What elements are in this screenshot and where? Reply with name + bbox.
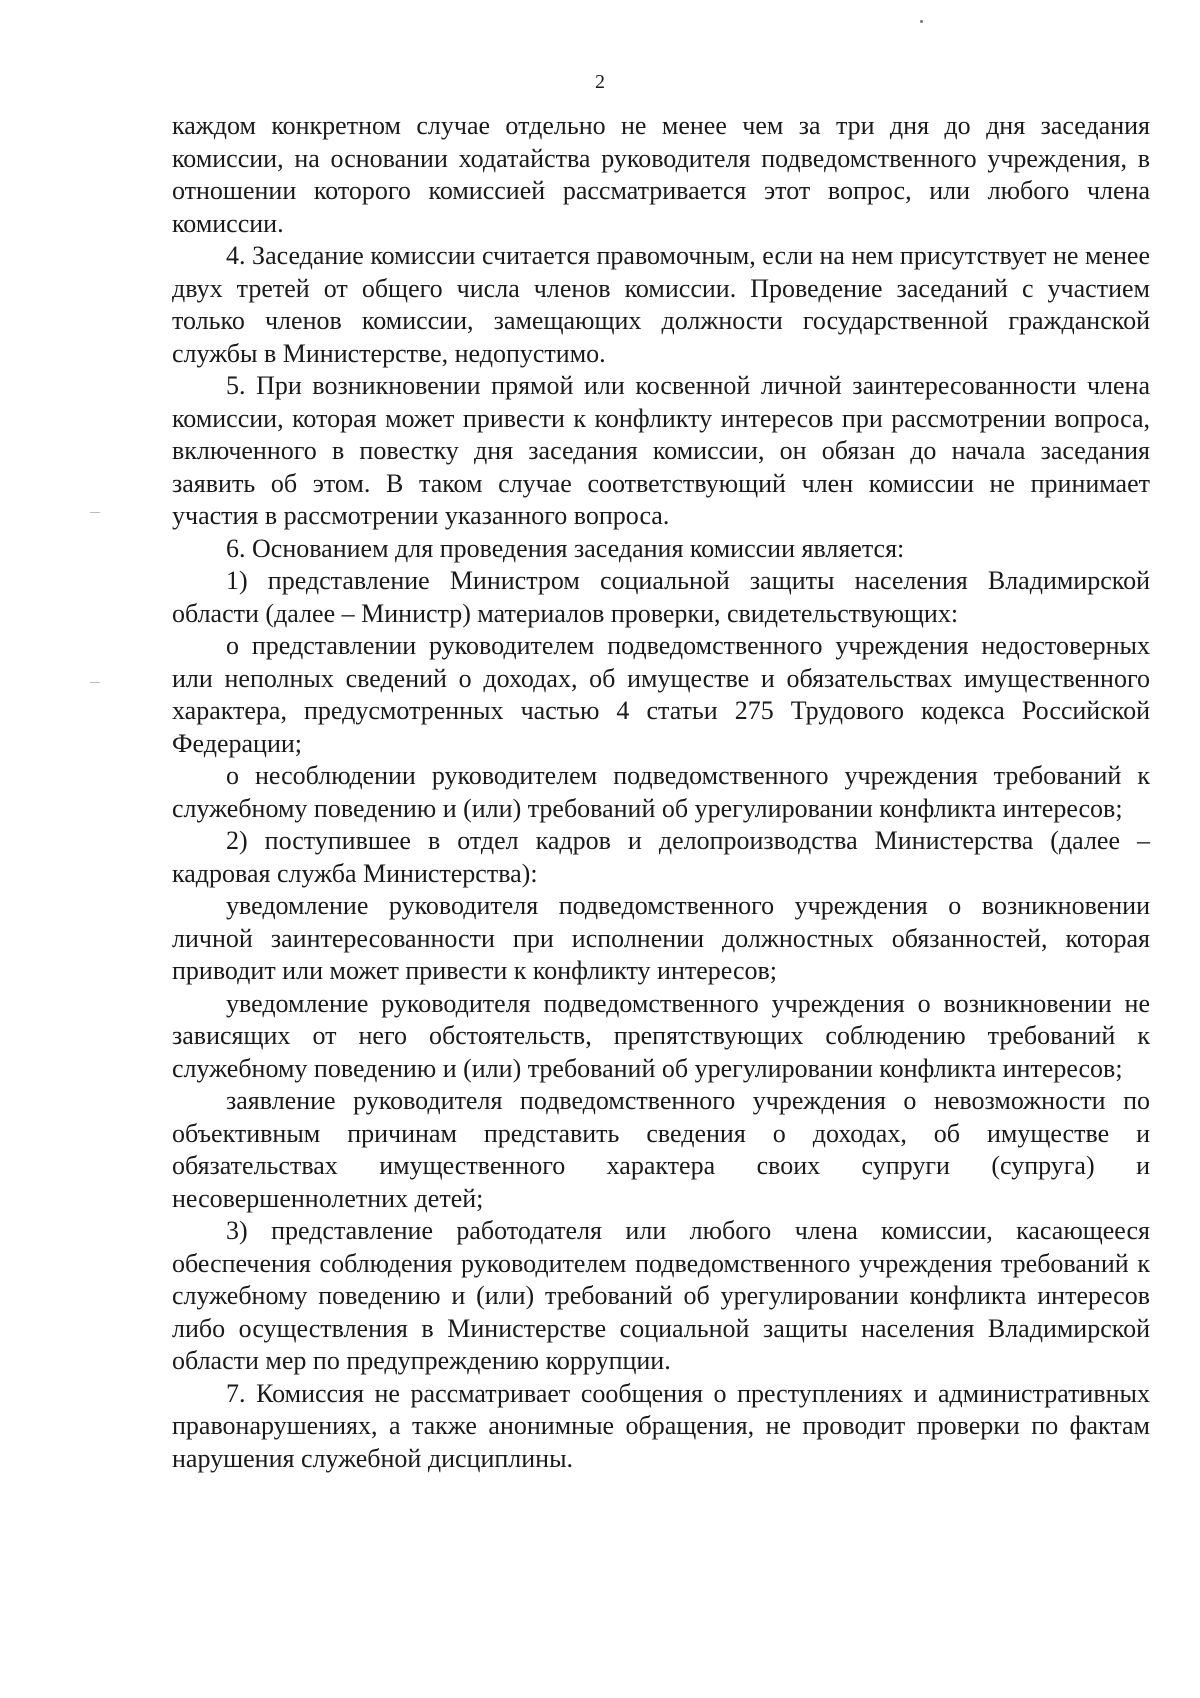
paragraph-subitem-6-1-a: о представлении руководителем подведомственного учреждения недостоверных или неполных сведений о доходах, об имуществе и обязательствах имущественного характера, предусмотренных частью 4 статьи 275 Трудового кодекса Российской Федерации; (172, 631, 1150, 758)
paragraph-item-4: 4. Заседание комиссии считается правомочным, если на нем присутствует не менее двух третей от общего числа членов комиссии. Проведение заседаний с участием только членов комиссии, замещающих должности государственной гражданской службы в Министерстве, недопустимо. (172, 241, 1150, 368)
scan-dot-mark (920, 20, 923, 23)
paragraph-subitem-6-1: 1) представление Министром социальной защиты населения Владимирской области (далее – Министр) материалов проверки, свидетельствующих: (172, 566, 1150, 628)
paragraph-subitem-6-1-b: о несоблюдении руководителем подведомственного учреждения требований к служебному поведению и (или) требований об урегулировании конфликта интересов; (172, 761, 1150, 823)
scan-edge-mark (90, 682, 100, 683)
paragraph-item-6: 6. Основанием для проведения заседания комиссии является: (226, 533, 905, 563)
paragraph-continuation: каждом конкретном случае отдельно не менее чем за три дня до дня заседания комиссии, на основании ходатайства руководителя подведомственного учреждения, в отношении которого комиссией рассматривается этот вопрос, или любого члена комиссии. (172, 111, 1150, 238)
paragraph-subitem-6-2-c: заявление руководителя подведомственного учреждения о невозможности по объективным причинам представить сведения о доходах, об имуществе и обязательствах имущественного характера своих супруги (супруга) и несовершеннолетних детей; (172, 1086, 1150, 1213)
paragraph-subitem-6-2-b: уведомление руководителя подведомственного учреждения о возникновении не зависящих от него обстоятельств, препятствующих соблюдению требований к служебному поведению и (или) требований об урегулировании конфликта интересов; (172, 988, 1150, 1083)
paragraph-item-7: 7. Комиссия не рассматривает сообщения о преступлениях и административных правонарушениях, а также анонимные обращения, не проводит проверки по фактам нарушения служебной дисциплины. (172, 1378, 1150, 1473)
page-number: 2 (595, 71, 605, 93)
paragraph-subitem-6-2: 2) поступившее в отдел кадров и делопроизводства Министерства (далее – кадровая служба Министерства): (172, 826, 1150, 888)
document-body (172, 110, 1150, 1475)
paragraph-subitem-6-3: 3) представление работодателя или любого члена комиссии, касающееся обеспечения соблюдения руководителем подведомственного учреждения требований к служебному поведению и (или) требований об урегулировании конфликта интересов либо осуществления в Министерстве социальной защиты населения Владимирской области мер по предупреждению коррупции. (172, 1216, 1150, 1375)
scan-edge-mark (90, 512, 100, 513)
paragraph-item-5: 5. При возникновении прямой или косвенной личной заинтересованности члена комиссии, которая может привести к конфликту интересов при рассмотрении вопроса, включенного в повестку дня заседания комиссии, он обязан до начала заседания заявить об этом. В таком случае соответствующий член комиссии не принимает участия в рассмотрении указанного вопроса. (172, 371, 1150, 530)
paragraph-subitem-6-2-a: уведомление руководителя подведомственного учреждения о возникновении личной заинтересованности при исполнении должностных обязанностей, которая приводит или может привести к конфликту интересов; (172, 891, 1150, 985)
